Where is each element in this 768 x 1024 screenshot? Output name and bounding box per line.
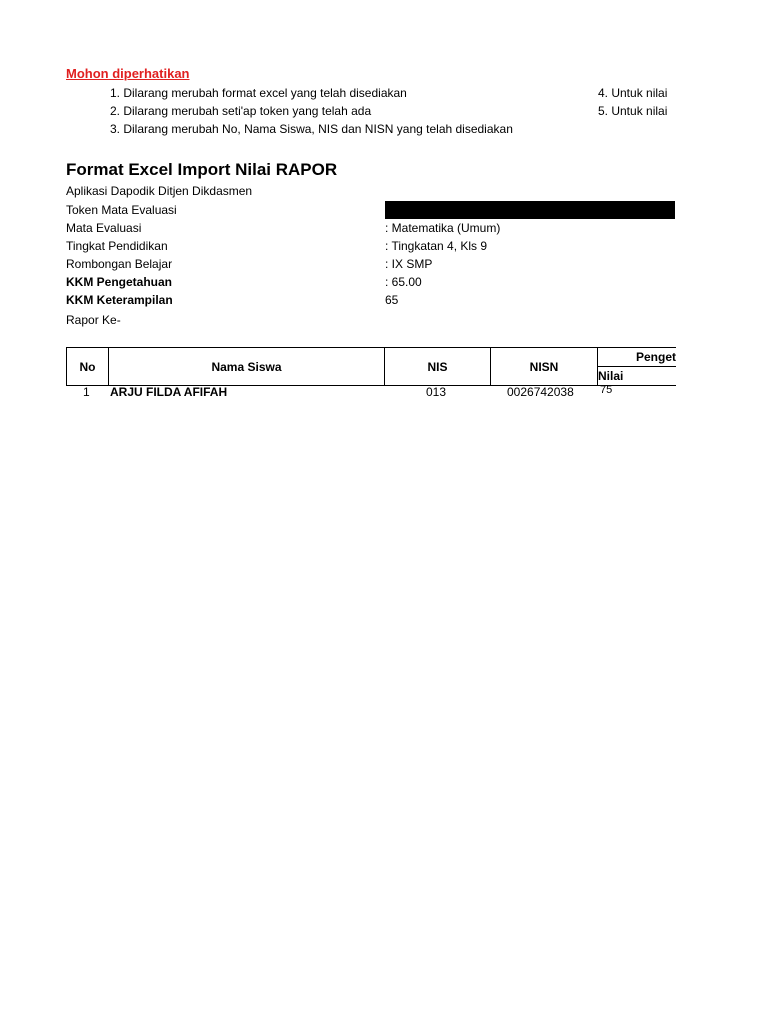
tingkat-label: Tingkat Pendidikan [66,239,168,253]
token-label: Token Mata Evaluasi [66,203,177,217]
rule-1: 1. Dilarang merubah format excel yang telah disediakan [110,86,407,100]
rapor-ke-label: Rapor Ke- [66,313,121,327]
nilai-table [66,347,718,386]
row-nisn: 0026742038 [507,385,574,399]
kkm-pengetahuan-value: : 65.00 [385,275,422,289]
token-redacted-bar [385,201,675,219]
rule-4: 4. Untuk nilai [598,86,668,100]
rule-5: 5. Untuk nilai [598,104,668,118]
header-pengetahuan-label: Penget [636,350,677,364]
mata-evaluasi-value: : Matematika (Umum) [385,221,501,235]
header-nis: NIS [385,348,491,386]
row-nama: ARJU FILDA AFIFAH [110,385,228,399]
row-no: 1 [83,385,90,399]
kkm-keterampilan-value: 65 [385,293,399,307]
kkm-keterampilan-label: KKM Keterampilan [66,293,173,307]
header-nama: Nama Siswa [109,348,385,386]
table-header-row [67,348,718,386]
page-clip-area [676,0,768,1024]
header-nilai: Nilai [598,369,624,383]
rombel-value: : IX SMP [385,257,433,271]
row-nis: 013 [426,385,447,399]
mata-evaluasi-label: Mata Evaluasi [66,221,142,235]
page-title: Format Excel Import Nilai RAPOR [66,160,338,179]
rule-3: 3. Dilarang merubah No, Nama Siswa, NIS dan NISN yang telah disediakan [110,122,513,136]
row-nilai: 75 [600,384,613,396]
page-subtitle: Aplikasi Dapodik Ditjen Dikdasmen [66,184,253,198]
kkm-pengetahuan-label: KKM Pengetahuan [66,275,173,289]
tingkat-value: : Tingkatan 4, Kls 9 [385,239,488,253]
rombel-label: Rombongan Belajar [66,257,173,271]
header-no: No [67,348,109,386]
header-nisn: NISN [491,348,598,386]
rule-2: 2. Dilarang merubah seti'ap token yang telah ada [110,104,372,118]
notice-title: Mohon diperhatikan [66,66,190,81]
